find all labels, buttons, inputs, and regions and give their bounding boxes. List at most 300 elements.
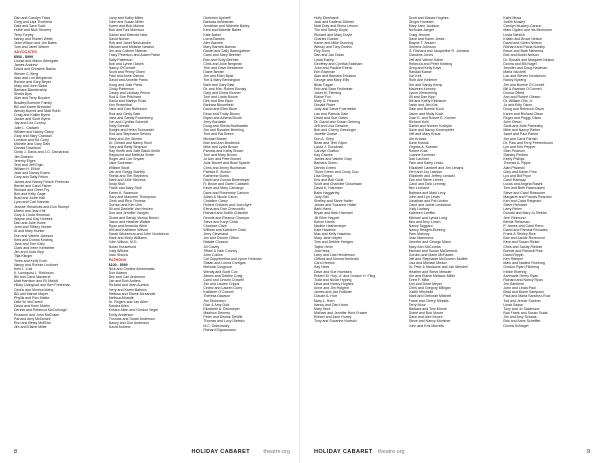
donor-name: Gary and Gloria Bonner	[203, 90, 241, 95]
donor-name: Jay and Lee Conroy	[14, 121, 46, 126]
donor-name: Bob and Kelly Gage	[14, 192, 46, 197]
donor-name: Randall Kaiser	[408, 70, 432, 75]
donor-name: Janie and Jim Kirk	[408, 103, 438, 108]
donor-name: Dr. Gerald and Nancy Shull	[108, 140, 152, 145]
donor-name: Carol Ramsay	[503, 178, 526, 183]
donor-name: Chris and Jenny Buchanan	[203, 165, 246, 170]
donor-name: Kris and Bob Gulik	[314, 178, 344, 183]
donor-name: William and Nancy Carey	[14, 129, 54, 134]
donor-name: Thomas and Sarah Anderson	[108, 316, 155, 321]
donor-name: Thomas and Lucy Dietrich	[203, 319, 245, 324]
donor-name: Dennis and Rebecca McCullough	[14, 308, 67, 313]
donor-name: Luanne Kummer	[408, 153, 435, 158]
donor-name: Bob and Toni Morrison	[108, 28, 145, 33]
donor-name: Gary and Mary Crandall	[14, 133, 52, 138]
donor-name: Lynn and Carl Hanmer	[14, 200, 50, 205]
donor-name: Kristen Allen and Gordon Vegel	[108, 308, 158, 313]
donor-name: Zan and Steve Lehrer	[408, 178, 443, 183]
donor-name: Ryan and Amanda West	[108, 223, 147, 228]
donor-name: Cedric and Lauren Curry	[203, 286, 243, 291]
donor-name: David and Sue Gates	[314, 115, 348, 120]
donor-name: Don A. Giltry	[314, 136, 334, 141]
donor-name: David and Ellen Blum	[203, 107, 238, 112]
donor-name: Virginia A. Kuester	[408, 144, 438, 149]
donor-name: Lyn and Bill Pryor	[503, 173, 532, 178]
donor-name: Gloria and Sandy Vezina Busch	[108, 215, 159, 220]
donor-name: Jon and Cynthia Schmidt	[108, 119, 149, 124]
donor-name: Greg and Kelly Kays	[408, 65, 442, 70]
donor-name: Lisa Gregor	[314, 173, 333, 178]
donor-name: Dale and Sara Todd	[14, 24, 46, 29]
footer-site: theatre.org	[378, 449, 405, 455]
donor-name: Mike and Nancy Parker	[503, 128, 541, 133]
donor-name: Mary and John Birkel	[14, 83, 48, 88]
donor-name: Bill and Marcel Mayer	[14, 291, 49, 296]
footer-site: theatre.org	[263, 449, 290, 455]
donor-name: Kelsie Roehrig	[503, 269, 527, 274]
donor-name: Dennis and Eleanor Champa	[203, 215, 249, 220]
donor-name: Barbara Blankenship	[14, 88, 47, 93]
donor-name: Jo and Kitty Olson	[503, 103, 533, 108]
donor-name: Dan and Julie Howe	[14, 221, 46, 226]
donor-name: Terry Moor	[408, 302, 426, 307]
donor-name: Jo Ann and Pete Brunet	[203, 157, 241, 162]
donor-name: Lisa and Michael Meaux	[408, 261, 447, 266]
donor-name: Madison Denney	[203, 311, 230, 316]
donor-name: Matt Doty and Elena Lemon	[314, 24, 358, 29]
donor-name: Brian and Terri Glynn	[314, 140, 348, 145]
donor-name: Jennifer and Doug Newman	[503, 65, 548, 70]
donor-name: Barbara and Tom Moore	[408, 306, 447, 311]
donor-name: Nancy Hedges-Buhring	[408, 227, 446, 232]
donor-name: William Stodt	[108, 165, 130, 170]
donor-name: Taylor Helm	[314, 244, 333, 249]
donor-name: Judy Hall	[314, 194, 329, 199]
donor-column	[503, 16, 594, 444]
donor-name: Kim and Dean Meyer	[408, 282, 442, 286]
donor-name: James Andrew	[14, 63, 38, 68]
donor-column	[14, 16, 105, 444]
donor-name: John and Tiffany Hunter	[14, 225, 52, 230]
donor-name: Jane and Tom Kelly	[14, 241, 45, 246]
donor-name: Sheila Byrs	[14, 92, 32, 97]
donor-name: Tony and Jo Salamone	[503, 306, 540, 311]
donor-name: Mary Jane Jackson	[408, 24, 440, 29]
donor-name: Lorraine and Ed Curry	[14, 138, 49, 143]
donor-name: Katherine Burns	[203, 173, 229, 178]
donor-name: Greg and Lisa Thorbeck	[14, 20, 52, 25]
donor-name: George and Mary Ellis	[314, 78, 350, 83]
donor-name: Elena and Dan Chenowith	[203, 207, 245, 212]
donor-name: Dr. Paul and Terry Peerenboom	[503, 140, 553, 145]
donor-name: Jonathan and Michelle Bailey	[203, 24, 250, 29]
donor-name: Jan and Bob Anders	[108, 279, 141, 284]
donor-name: Margaret and Francis Reardon	[503, 194, 552, 199]
donor-name: Julie Brunet and Brad Spaeth	[203, 161, 250, 166]
donor-name: Karen A. Swanson	[108, 190, 138, 195]
donor-name: Jim Krause	[408, 136, 427, 141]
donor-name: Wendy Burrell and Matt Robb	[14, 108, 61, 113]
donor-name: Barbara Ashbacher	[203, 20, 234, 25]
donor-name: Gary & Linda Hinsman	[14, 212, 50, 217]
donor-name: Marla Nicoletti	[503, 70, 526, 75]
donor-name: Alan and Terry Boyden	[14, 96, 50, 101]
donor-name: Barbara and Mark Levy	[408, 190, 446, 195]
donor-name: Mark and Deborah Mitchell	[408, 294, 452, 299]
donor-name: Pamela and Kathy Brown	[203, 149, 244, 153]
donor-name: Tom and Beth Rasmussen	[503, 186, 545, 191]
donor-name: James and Nancy Fetsch Freeman	[14, 179, 70, 184]
donor-column	[409, 16, 500, 444]
donor-name: Martin and Jean Hill	[14, 208, 46, 213]
donor-name: Jack and Nancy Evans	[14, 171, 51, 176]
donor-name: Holly Eberhardt	[314, 16, 339, 20]
donor-name: Dan Lachner	[408, 157, 429, 162]
donor-name: Kate Baker	[203, 32, 221, 37]
donor-name: Thomas A. Pippa	[503, 161, 531, 166]
donor-name: Sally Schmitt	[108, 124, 130, 129]
page-number: 9	[586, 449, 590, 455]
donor-name: Sarah Wickstrom and John Nordstrom	[108, 232, 169, 237]
donor-name: Janette Goeke	[314, 132, 338, 137]
donor-name: John Wilson, M.D.	[108, 240, 138, 245]
donor-name: Jennifer and George Mann	[408, 240, 451, 245]
donor-name: Barb Hand	[314, 207, 331, 212]
donor-name: Robert and Jane Hurley	[314, 315, 352, 320]
donor-name: Lucas and Angela Rasek	[503, 182, 543, 187]
donor-name: Tom and Pat Breen	[203, 132, 234, 137]
donor-name: Susan and Lonna Corrigan	[203, 261, 246, 266]
donor-name: Barbara Bloomfield	[203, 103, 234, 108]
donor-name: Karen and Richard Olson	[503, 111, 544, 116]
donor-name: Chris and Julie Bergman	[203, 61, 243, 66]
donor-name: Ron and Betsy McElliot	[14, 320, 51, 325]
donor-name: Dennis Green	[314, 165, 336, 170]
left-donor-columns	[14, 16, 294, 444]
donor-name: Claude A. Hurt	[314, 294, 338, 299]
page-footer	[314, 447, 590, 457]
donor-name: Steve and Carol Reasoner	[503, 190, 546, 195]
donor-name: Phyllis and Ron Mattie	[14, 295, 50, 300]
donor-name: Nancy and Dan Hurst	[314, 302, 348, 307]
donor-name: Roger and Lori Snyder	[108, 157, 145, 162]
donor-name: Clifford and Norma Hentrokk	[314, 257, 359, 262]
donor-name: Mary Hunt	[314, 306, 331, 311]
donor-name: Scott and Penny Olsen	[108, 70, 145, 75]
donor-name: Doug and Julie Parks	[108, 82, 143, 87]
donor-name: Jim and Bonnie O'Connell	[503, 82, 545, 87]
donor-name: Stanley Perkins	[503, 153, 528, 158]
donor-name: Natalie Closson	[203, 240, 229, 245]
donor-name: Don and Jennifer Vaughn	[108, 211, 149, 216]
donor-name: Nancy and Ronnie Lockhart	[14, 262, 58, 267]
donor-name: Brad and Diane Sampson	[503, 290, 544, 295]
donor-name: Dwight and Helen Schroeder	[108, 128, 155, 133]
donor-name: Carolyn Muskey-Carson	[503, 24, 542, 29]
donor-name: Bev and Carl Anderson	[108, 275, 146, 280]
donor-name: Richard Diguanmaro	[203, 327, 236, 332]
donor-name: Bryan and Athena Booth	[203, 115, 242, 120]
donor-name: Elizabeth Lambert and Jim Lehans	[408, 165, 464, 170]
donor-name: Judy Wilkins	[108, 248, 129, 253]
donor-name: Paul and Maria Sanchez-Ruiz	[503, 294, 551, 299]
donor-name: Jerri Reimund	[503, 215, 526, 220]
donor-name: Jim and Sandy Kemp	[408, 82, 443, 87]
right-donor-columns	[314, 16, 594, 444]
donor-name: Gordon and Kim Ulm	[108, 203, 142, 208]
donor-name: Richard Kohl	[408, 119, 429, 124]
donor-name: Jim Sanbirne	[503, 282, 525, 286]
donor-name: Steven C. Berg	[14, 71, 39, 76]
donor-name: Larry Rehm	[503, 207, 522, 212]
donor-name: Mary L. Horn	[314, 298, 335, 303]
donor-name: Gary and Karen Prior	[503, 169, 537, 174]
donor-name: Jon Kell	[408, 74, 422, 79]
donor-name: Nadine Hashemeyer	[314, 223, 347, 228]
donor-name: Dave and Rosemary Carlson	[203, 190, 249, 195]
donor-name: Craig Jerome	[408, 32, 430, 37]
donor-name: Hollie and Nick Tennery	[14, 28, 52, 33]
donor-name: Joe and Lauren Cripps	[203, 282, 240, 286]
donor-name: Tiffani & Nick Cooney	[203, 248, 238, 253]
donor-name: Tony and Suzanne Hurtsch	[314, 319, 357, 324]
donor-name: Kevin and Mary Camargo	[203, 186, 244, 191]
donor-name: Mary Barnett-Baross	[203, 45, 236, 50]
donor-name: Chris and Sandy Rietzke	[503, 244, 543, 249]
donor-name: Brian Fagan	[314, 82, 334, 87]
donor-name: Stan Pearson	[503, 149, 525, 153]
donor-name: Bob and Lynne Oakes	[108, 61, 144, 66]
donor-name: Lorna Barnes	[203, 36, 225, 41]
donor-name: Jane and Sandy Rosenberg	[108, 115, 153, 120]
donor-name: Bill and Carol Mackerel	[14, 275, 51, 280]
donor-name: Ginger Hunsted	[408, 20, 434, 25]
donor-name: Kimon Harris	[314, 219, 335, 224]
donor-name: John and Pauline Ebeck	[314, 65, 353, 70]
donor-name: Jill Clavey	[203, 244, 220, 249]
donor-name: David K. Haemker	[314, 186, 343, 191]
donor-name: Kent and Babette Baker	[203, 28, 242, 33]
page-footer	[14, 447, 290, 457]
donor-name: Mary Ann McCombs	[408, 244, 441, 249]
donor-name: Rob and Sara Feldmeier	[314, 86, 353, 91]
donor-name: Dr. Ronald and Margaret Nelson	[503, 57, 555, 62]
donor-name: Adam & Nicole Caron	[203, 194, 238, 199]
donor-name: Bernie Reitsman	[503, 219, 530, 224]
donor-name: John and Linda Paul	[503, 286, 536, 291]
donor-name: Kate Hawkins	[314, 227, 336, 232]
donor-name: Kathleen Loeffler	[408, 211, 436, 216]
donor-name: Gary and Betty Simpson	[108, 144, 148, 149]
donor-column	[314, 16, 405, 444]
donor-name: Paul and Anne Ostrow	[108, 74, 144, 79]
donor-name: Mark and Julie Stevens	[108, 178, 146, 183]
donor-name: Pam Mahony	[408, 232, 430, 237]
donor-name: Charles Dueker	[314, 36, 339, 41]
donor-name: Will and Kathleen Wilson	[108, 227, 148, 232]
donor-name: Ken and Carla Reighard	[503, 198, 542, 203]
donor-name: Mary and Jim Sheets	[108, 136, 142, 141]
donor-name: Jim and Connie Clifton	[203, 236, 240, 241]
donor-name: Mark and Molly Williams	[108, 236, 147, 241]
donor-name: Carol and Dick Lemmig	[408, 182, 446, 187]
donor-name: Thies and Kelly Koch	[14, 258, 48, 263]
donor-name: Jim Dickson	[14, 154, 34, 159]
donor-name: Michael and Melanie Newton	[108, 45, 155, 50]
donor-name: Daniel and Noreen Koldyke	[408, 124, 452, 129]
donor-name: Charisse Clark	[203, 223, 227, 228]
donor-name: Jim and Amy Schade	[503, 315, 537, 320]
donor-name: Ken Riterpel	[503, 257, 523, 262]
donor-name: Donald and Mary Jo Reinke	[503, 211, 548, 216]
donor-name: Wayne and Gay Hobbes	[14, 216, 53, 221]
donor-column	[203, 16, 294, 444]
donor-name: David and Gwen Nelson	[503, 40, 542, 45]
donor-name: Janet and Paul Parker	[503, 132, 539, 137]
donor-name: Larry and Kathy Miller	[108, 16, 144, 20]
donor-name: Laura J. Goodman	[314, 144, 344, 149]
donor-name: Patricia E. Bunch	[203, 169, 231, 174]
donor-name: Louise and Marco Albergate	[14, 59, 59, 64]
donor-name: Floy Dunn	[314, 49, 331, 54]
donor-name: William H. Elliott	[14, 167, 40, 172]
donor-name: Nicholas Jaeger	[408, 28, 435, 33]
donor-name: Jeff and Stephanie McGovern-Moffett	[408, 257, 468, 262]
donor-name: Dan and Carolyn Thies	[14, 16, 51, 20]
donor-name: Brad and Jodie Hall	[14, 196, 45, 201]
donor-name: G. Richard and Jacqueline R. Johnson	[408, 49, 470, 54]
donor-name: Geoffrey and Cynthia Eastham	[314, 61, 363, 66]
donor-name: Robert Kula	[408, 149, 428, 153]
donor-name: Jim and Linda Kipp	[14, 250, 45, 255]
donor-name: Carol and Lincoln Crowell	[203, 277, 244, 282]
donor-name: Elizabeth and Jeffrey Lerdahl	[408, 173, 455, 178]
donor-name: Ruth Ann Kelleher	[408, 78, 438, 83]
donor-name: Bob and Bobbi Nelson	[503, 53, 539, 58]
donor-name: Steve and Nancy Mortimer	[408, 319, 451, 324]
donor-name: Deb and Dee Blum	[203, 99, 234, 104]
donor-name: Anne and Jim Hylgren	[314, 286, 349, 291]
donor-name: Jeff and Lisa Gessner	[314, 124, 349, 129]
donor-name: Tod and Jennie Santner	[503, 298, 541, 303]
donor-name: Donald Davidson	[14, 146, 42, 151]
donor-name: Joan E. and Robert E. Kocher	[408, 115, 456, 120]
donor-name: Judy and Steve Fuermeller	[314, 107, 357, 112]
donor-name: Elizabeth A. Dickmeyer	[203, 306, 240, 311]
donor-name: James and Debbie Craig	[203, 273, 243, 278]
donor-name: Dave and Karen Jesse	[408, 36, 445, 41]
donor-name: Jerry Cleveland	[203, 232, 228, 237]
donor-name: Tim and Sandy Doyle	[314, 28, 348, 33]
donor-name: Lyn and Erin Pepper	[503, 144, 536, 149]
donor-name: Alex Barnett	[203, 40, 223, 45]
donor-name: Kristin and Bruce Nelson	[503, 36, 543, 41]
donor-name: Bob and Anne Scheffler	[503, 319, 541, 324]
donor-name: Jill and Dan Kipp	[408, 94, 436, 99]
donor-name: Bonnie and Gary Beyer	[14, 79, 51, 84]
donor-name: Judi Hess	[314, 248, 330, 253]
donor-name: Michael and Lynda Long	[408, 215, 448, 220]
right-page	[300, 0, 600, 463]
donor-name: Dr. David and Susan Gehring	[314, 119, 361, 124]
donor-name: M.C. Dobrowsky	[203, 323, 230, 328]
donor-name: Bonnie and Randolf Rink	[503, 248, 543, 253]
donor-name: Dave and Nancy Hughes	[314, 282, 354, 286]
donor-name: Raymond and Melinda Smith	[108, 153, 155, 158]
donor-name: Keely Phillips	[503, 157, 525, 162]
donor-name: Dave and Sue Hoekstra	[314, 269, 352, 274]
donor-name: Linda Sasse	[503, 302, 523, 307]
donor-name: Alan and Barbara Erickson	[314, 74, 357, 79]
donor-name: Julie L. Cadwell	[14, 125, 39, 130]
donor-name: Alan Piwarski	[503, 165, 525, 170]
donor-name: Craig and Kaitlin Byrne	[14, 113, 51, 118]
donor-name: David and Annette Parks	[108, 78, 148, 83]
donor-name: Richard and Mary Doyle	[314, 32, 353, 37]
donor-name: Sandra Allen	[108, 304, 129, 309]
donor-name: Rob and Janet Neuhausen	[108, 40, 151, 45]
donor-name: Frank and Mary Stull	[108, 186, 142, 191]
donor-name: Emily Anderson	[108, 312, 134, 317]
donor-name: Dale W. McCarrell	[14, 300, 43, 305]
donor-name: David and Christine Banks	[14, 67, 56, 72]
donor-name: Bob and Ann Broderick	[203, 140, 240, 145]
donor-name: Chris and Rich Thomas	[108, 198, 146, 203]
donor-name: Jim and Colleen Nieman	[108, 49, 148, 54]
donor-name: Clark and Irene Kerstetter	[14, 246, 55, 251]
donor-name: John Oxton	[503, 119, 522, 124]
donor-name: Jason and Heather Walker	[108, 219, 151, 224]
donor-name: Karen and Mike Dunning	[314, 40, 354, 45]
donor-name: Bradley/Sommer Family	[14, 100, 52, 105]
donor-name: Jack and Darlene Dittmer	[314, 20, 355, 25]
donor-name: Gemma Johnson	[408, 45, 436, 50]
donor-name: Bill and Kathy Kirkbaum	[408, 99, 447, 104]
donor-name: Jane Sorensen	[108, 161, 133, 166]
donor-column	[109, 16, 200, 444]
donor-name: Nick and Cristine Abramowitz	[108, 266, 155, 271]
donor-name: John and Kris Murrells	[408, 323, 444, 328]
donor-name: Richard and Nancy Ryan	[503, 277, 543, 282]
donor-name: David Andrew	[108, 325, 131, 330]
donor-name: Jean Mammera	[408, 236, 434, 241]
donor-name: Gary and Sally Felton	[14, 175, 49, 180]
donor-name: Lynne Kimmerling	[408, 90, 437, 95]
donor-name: Nolan Household	[108, 244, 136, 249]
donor-name: Dr. Pete & Marianne and Jan Mendell	[408, 265, 468, 270]
donor-name: Pat and Amy McDowell	[14, 316, 51, 321]
donor-name: Bob and Dolly Beehler	[203, 57, 239, 62]
donor-name: David Rippin	[503, 252, 524, 257]
donor-name: Roger and Peggy Olson	[503, 115, 542, 120]
donor-name: David and Kemi Martin	[14, 304, 50, 309]
donor-name: Kay Graves	[314, 153, 333, 158]
donor-name: Andy Stull	[108, 182, 125, 187]
donor-name: Tom and Mary Brown	[203, 153, 237, 158]
donor-name: Terri and Jeff Elgin	[14, 162, 44, 167]
donor-name: Michael and Jennifer Hunt-Frazier	[314, 311, 368, 316]
donor-name: Roxanne and John McCrane	[14, 312, 60, 317]
donor-name: Peter and Denise DeWitt	[203, 315, 243, 320]
donor-name: Tom and Linda Bloom	[203, 94, 238, 99]
donor-name: Jeff and Mary Kraus	[408, 132, 441, 137]
donor-name: Max and Kelly Hawkins	[314, 232, 351, 237]
donor-name: Alan and Lori Bergstrom	[14, 75, 53, 80]
donor-name: Maureen Kenney	[408, 86, 436, 91]
donor-name: Gordon Ryan-Flitzberg	[503, 265, 540, 270]
donor-name: Jack Shulva	[108, 252, 128, 257]
donor-name: Tom and Janet Wisner	[14, 45, 50, 50]
